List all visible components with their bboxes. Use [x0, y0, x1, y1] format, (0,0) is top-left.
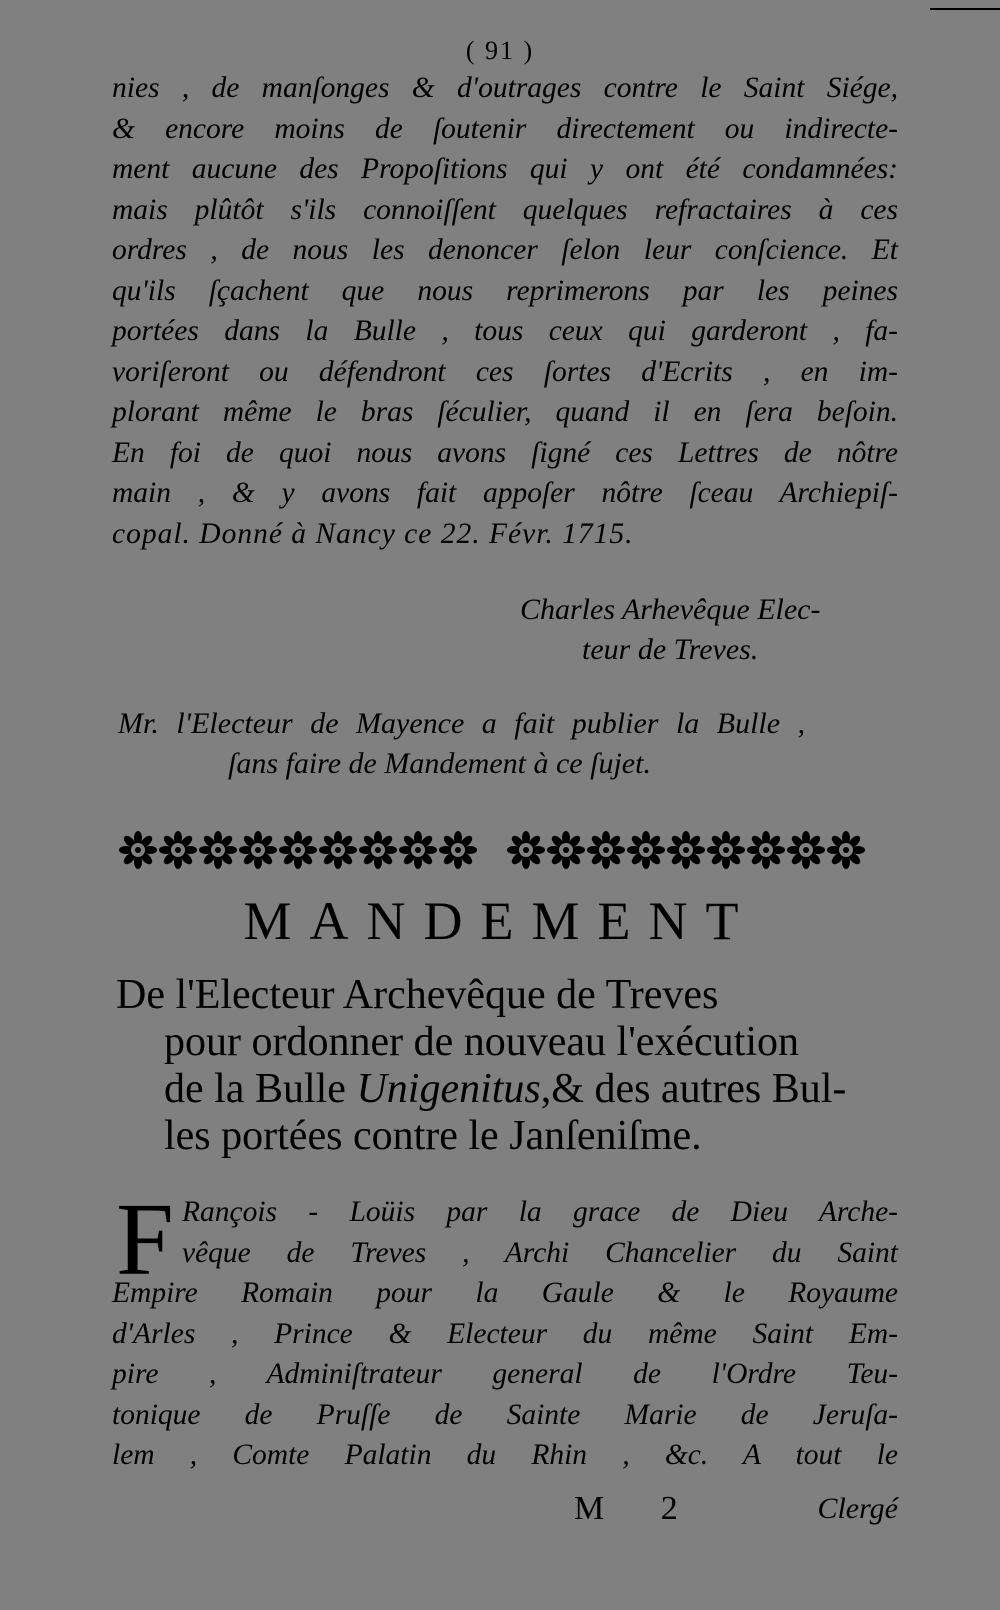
signature-line: Charles Arhevêque Elec- [520, 593, 821, 626]
fleuron-ornament [826, 830, 866, 870]
signature-line: teur de Treves. [582, 633, 759, 666]
paragraph-line: tonique de Pruſſe de Sainte Marie de Jeruſa- [112, 1398, 898, 1431]
paragraph-line: Empire Romain pour la Gaule & le Royaume [112, 1277, 898, 1309]
mandement-paragraph [112, 1182, 898, 1476]
fleuron-ornament [358, 830, 398, 870]
body-line: ordres , de nous les denoncer ſelon leur conſcience. Et [112, 234, 898, 266]
ornament-band [118, 828, 898, 872]
fleuron-ornament [158, 830, 198, 870]
subheading-text: ,& des autres Bul- [540, 1066, 847, 1112]
body-line: plorant même le bras ſéculier, quand il en ſera beſoin. [112, 396, 898, 428]
section-heading: MANDEMENT [243, 891, 757, 951]
fleuron-ornament [746, 830, 786, 870]
note-line: ſans faire de Mandement à ce ſujet. [228, 747, 651, 780]
section-subheading [116, 972, 902, 1160]
catchword: Clergé [817, 1492, 898, 1525]
page-footer [112, 1490, 898, 1532]
fleuron-ornament [506, 830, 546, 870]
body-line: copal. Donné à Nancy ce 22. Févr. 1715. [112, 517, 634, 550]
body-line: portées dans la Bulle , tous ceux qui garderont , fa- [112, 315, 898, 347]
fleuron-ornament [198, 830, 238, 870]
body-line: En foi de quoi nous avons ſigné ces Lettres de nôtre [112, 436, 898, 469]
fleuron-ornament [586, 830, 626, 870]
signature-mark: M 2 [574, 1490, 702, 1527]
fleuron-ornament [786, 830, 826, 870]
fleuron-ornament [546, 830, 586, 870]
note-line: Mr. l'Electeur de Mayence a fait publier la Bulle , [118, 707, 806, 740]
body-line: voriſeront ou défendront ces ſortes d'Ecrits , en im- [112, 355, 898, 388]
bull-name: Unigenitus [356, 1066, 541, 1112]
body-line: qu'ils ſçachent que nous reprimerons par les peines [112, 274, 898, 307]
fleuron-ornament [666, 830, 706, 870]
drop-cap: F [116, 1182, 174, 1297]
subheading-line: De l'Electeur Archevêque de Treves [116, 972, 719, 1018]
subheading-line [116, 1066, 902, 1113]
fleuron-ornament [626, 830, 666, 870]
fleuron-ornament [438, 830, 478, 870]
body-line: & encore moins de ſoutenir directement ou indirecte- [112, 112, 898, 145]
body-text [112, 68, 898, 554]
top-rule [930, 8, 1000, 10]
subheading-line: pour ordonner de nouveau l'exécution [164, 1019, 800, 1065]
body-line: mais plûtôt s'ils connoiſſent quelques refractaires à ces [112, 193, 898, 226]
editorial-note [118, 704, 900, 784]
paragraph-line: pire , Adminiſtrateur general de l'Ordre Teu- [112, 1358, 898, 1390]
fleuron-ornament [318, 830, 358, 870]
signature-block [520, 590, 900, 670]
body-line: ment aucune des Propoſitions qui y ont été condamnées: [112, 153, 898, 185]
fleuron-ornament [278, 830, 318, 870]
subheading-line: les portées contre le Janſeniſme. [164, 1113, 702, 1159]
page-number: ( 91 ) [465, 36, 535, 65]
body-line: nies , de manſonges & d'outrages contre le Saint Siége, [112, 72, 898, 104]
fleuron-ornament [238, 830, 278, 870]
paragraph-line: Rançois - Loüis par la grace de Dieu Arche- [182, 1196, 898, 1228]
subheading-text: de la Bulle [164, 1066, 357, 1112]
fleuron-ornament [706, 830, 746, 870]
paragraph-line: d'Arles , Prince & Electeur du même Saint Em- [112, 1317, 898, 1350]
paragraph-line: vêque de Treves , Archi Chancelier du Saint [182, 1236, 898, 1269]
fleuron-ornament [118, 830, 158, 870]
paragraph-line: lem , Comte Palatin du Rhin , &c. A tout le [112, 1439, 898, 1471]
fleuron-ornament [398, 830, 438, 870]
body-line: main , & y avons fait appoſer nôtre ſceau Archiepiſ- [112, 477, 898, 509]
